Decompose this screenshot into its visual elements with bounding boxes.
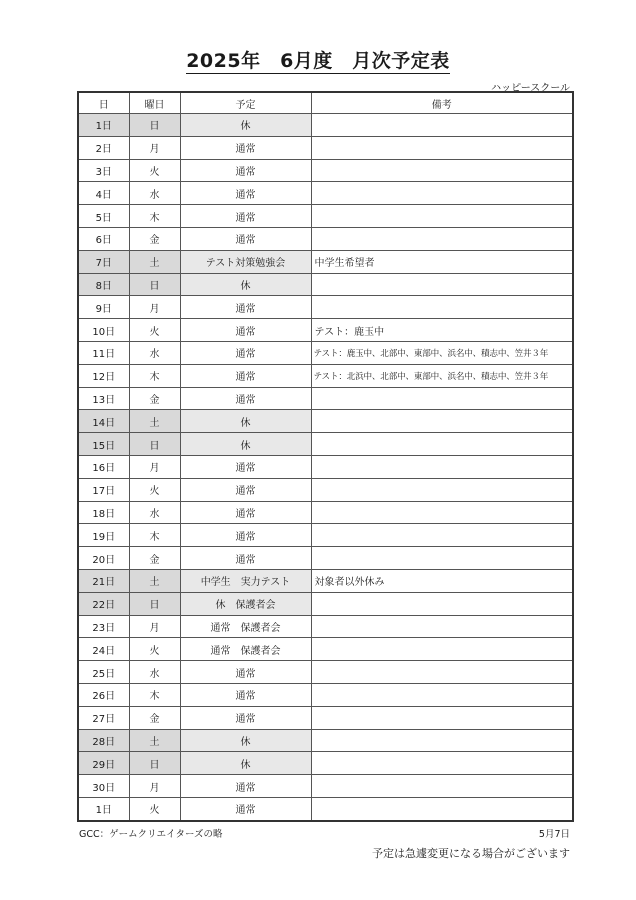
plan-cell: 休 <box>180 273 311 296</box>
plan-cell: 通常 <box>180 364 311 387</box>
day-cell: 14日 <box>78 410 129 433</box>
table-row <box>78 797 573 820</box>
header-note: 備考 <box>311 92 573 114</box>
weekday-cell: 水 <box>129 501 180 524</box>
plan-cell: 通常 保護者会 <box>180 638 311 661</box>
day-cell: 2日 <box>78 136 129 159</box>
weekday-cell: 金 <box>129 227 180 250</box>
note-cell <box>311 524 573 547</box>
day-cell: 19日 <box>78 524 129 547</box>
table-row <box>78 227 573 250</box>
plan-cell: 通常 <box>180 136 311 159</box>
weekday-cell: 土 <box>129 410 180 433</box>
day-cell: 25日 <box>78 661 129 684</box>
plan-cell: 休 <box>180 114 311 137</box>
day-cell: 8日 <box>78 273 129 296</box>
plan-cell: 休 <box>180 433 311 456</box>
table-row <box>78 683 573 706</box>
table-row <box>78 273 573 296</box>
gcc-footnote: GCC：ゲームクリエイターズの略 <box>79 829 223 840</box>
day-cell: 22日 <box>78 592 129 615</box>
day-cell: 23日 <box>78 615 129 638</box>
table-row <box>78 501 573 524</box>
note-cell <box>311 501 573 524</box>
header-day: 日 <box>78 92 129 114</box>
schedule-table <box>77 91 574 822</box>
day-cell: 28日 <box>78 729 129 752</box>
plan-cell: 休 保護者会 <box>180 592 311 615</box>
weekday-cell: 金 <box>129 387 180 410</box>
weekday-cell: 木 <box>129 683 180 706</box>
table-row <box>78 638 573 661</box>
note-cell <box>311 273 573 296</box>
note-cell: テスト：鹿玉中、北部中、東部中、浜名中、積志中、笠井３年 <box>311 341 573 364</box>
plan-cell: 通常 <box>180 478 311 501</box>
note-cell <box>311 775 573 798</box>
weekday-cell: 月 <box>129 775 180 798</box>
note-cell <box>311 433 573 456</box>
note-cell <box>311 797 573 820</box>
weekday-cell: 火 <box>129 638 180 661</box>
day-cell: 16日 <box>78 455 129 478</box>
table-row <box>78 159 573 182</box>
day-cell: 18日 <box>78 501 129 524</box>
note-cell <box>311 752 573 775</box>
day-cell: 9日 <box>78 296 129 319</box>
table-header-row <box>78 92 573 114</box>
day-cell: 10日 <box>78 319 129 342</box>
day-cell: 26日 <box>78 683 129 706</box>
table-row <box>78 524 573 547</box>
plan-cell: 通常 <box>180 296 311 319</box>
weekday-cell: 月 <box>129 615 180 638</box>
weekday-cell: 土 <box>129 569 180 592</box>
note-cell <box>311 410 573 433</box>
note-cell <box>311 729 573 752</box>
table-row <box>78 455 573 478</box>
weekday-cell: 月 <box>129 296 180 319</box>
weekday-cell: 木 <box>129 524 180 547</box>
weekday-cell: 水 <box>129 341 180 364</box>
note-cell <box>311 706 573 729</box>
table-row <box>78 136 573 159</box>
note-cell <box>311 615 573 638</box>
table-row <box>78 114 573 137</box>
note-cell <box>311 136 573 159</box>
note-cell <box>311 205 573 228</box>
weekday-cell: 日 <box>129 433 180 456</box>
weekday-cell: 火 <box>129 797 180 820</box>
day-cell: 5日 <box>78 205 129 228</box>
day-cell: 21日 <box>78 569 129 592</box>
weekday-cell: 日 <box>129 592 180 615</box>
note-cell <box>311 683 573 706</box>
weekday-cell: 木 <box>129 364 180 387</box>
table-row <box>78 319 573 342</box>
table-row <box>78 182 573 205</box>
weekday-cell: 日 <box>129 114 180 137</box>
table-row <box>78 205 573 228</box>
plan-cell: 通常 <box>180 775 311 798</box>
note-cell <box>311 114 573 137</box>
plan-cell: 通常 <box>180 341 311 364</box>
table-row <box>78 615 573 638</box>
note-cell <box>311 159 573 182</box>
weekday-cell: 火 <box>129 319 180 342</box>
note-cell <box>311 227 573 250</box>
table-row <box>78 569 573 592</box>
plan-cell: 通常 <box>180 387 311 410</box>
note-cell <box>311 478 573 501</box>
plan-cell: 通常 <box>180 706 311 729</box>
plan-cell: 通常 <box>180 319 311 342</box>
table-row <box>78 364 573 387</box>
school-name: ハッピースクール <box>491 83 570 94</box>
issue-date: 5月7日 <box>538 829 570 840</box>
weekday-cell: 水 <box>129 182 180 205</box>
plan-cell: 中学生 実力テスト <box>180 569 311 592</box>
note-cell: テスト：北浜中、北部中、東部中、浜名中、積志中、笠井３年 <box>311 364 573 387</box>
plan-cell: 休 <box>180 410 311 433</box>
day-cell: 1日 <box>78 114 129 137</box>
note-cell <box>311 182 573 205</box>
plan-cell: テスト対策勉強会 <box>180 250 311 273</box>
change-notice: 予定は急遽変更になる場合がございます <box>372 847 570 860</box>
note-cell <box>311 455 573 478</box>
weekday-cell: 月 <box>129 136 180 159</box>
note-cell <box>311 638 573 661</box>
plan-cell: 通常 <box>180 797 311 820</box>
day-cell: 13日 <box>78 387 129 410</box>
weekday-cell: 土 <box>129 250 180 273</box>
note-cell <box>311 296 573 319</box>
day-cell: 30日 <box>78 775 129 798</box>
table-row <box>78 410 573 433</box>
weekday-cell: 日 <box>129 752 180 775</box>
day-cell: 3日 <box>78 159 129 182</box>
table-row <box>78 433 573 456</box>
plan-cell: 休 <box>180 752 311 775</box>
weekday-cell: 金 <box>129 547 180 570</box>
plan-cell: 通常 <box>180 524 311 547</box>
day-cell: 20日 <box>78 547 129 570</box>
header-plan: 予定 <box>180 92 311 114</box>
day-cell: 4日 <box>78 182 129 205</box>
plan-cell: 通常 <box>180 227 311 250</box>
plan-cell: 通常 保護者会 <box>180 615 311 638</box>
day-cell: 24日 <box>78 638 129 661</box>
header-weekday: 曜日 <box>129 92 180 114</box>
day-cell: 27日 <box>78 706 129 729</box>
table-row <box>78 706 573 729</box>
page-title: 2025年 6月度 月次予定表 <box>186 50 450 72</box>
weekday-cell: 土 <box>129 729 180 752</box>
table-row <box>78 547 573 570</box>
table-row <box>78 729 573 752</box>
day-cell: 15日 <box>78 433 129 456</box>
table-row <box>78 752 573 775</box>
table-row <box>78 296 573 319</box>
table-row <box>78 478 573 501</box>
table-row <box>78 661 573 684</box>
plan-cell: 通常 <box>180 205 311 228</box>
weekday-cell: 火 <box>129 159 180 182</box>
plan-cell: 通常 <box>180 455 311 478</box>
plan-cell: 通常 <box>180 159 311 182</box>
note-cell <box>311 547 573 570</box>
table-row <box>78 250 573 273</box>
day-cell: 1日 <box>78 797 129 820</box>
note-cell: 中学生希望者 <box>311 250 573 273</box>
table-row <box>78 775 573 798</box>
day-cell: 11日 <box>78 341 129 364</box>
weekday-cell: 火 <box>129 478 180 501</box>
day-cell: 29日 <box>78 752 129 775</box>
day-cell: 6日 <box>78 227 129 250</box>
day-cell: 17日 <box>78 478 129 501</box>
plan-cell: 通常 <box>180 501 311 524</box>
note-cell <box>311 387 573 410</box>
plan-cell: 通常 <box>180 182 311 205</box>
plan-cell: 通常 <box>180 547 311 570</box>
weekday-cell: 水 <box>129 661 180 684</box>
note-cell <box>311 592 573 615</box>
table-row <box>78 341 573 364</box>
note-cell <box>311 661 573 684</box>
weekday-cell: 木 <box>129 205 180 228</box>
day-cell: 12日 <box>78 364 129 387</box>
weekday-cell: 日 <box>129 273 180 296</box>
weekday-cell: 金 <box>129 706 180 729</box>
note-cell: 対象者以外休み <box>311 569 573 592</box>
plan-cell: 通常 <box>180 661 311 684</box>
table-row <box>78 387 573 410</box>
weekday-cell: 月 <box>129 455 180 478</box>
note-cell: テスト：鹿玉中 <box>311 319 573 342</box>
day-cell: 7日 <box>78 250 129 273</box>
plan-cell: 休 <box>180 729 311 752</box>
plan-cell: 通常 <box>180 683 311 706</box>
table-row <box>78 592 573 615</box>
